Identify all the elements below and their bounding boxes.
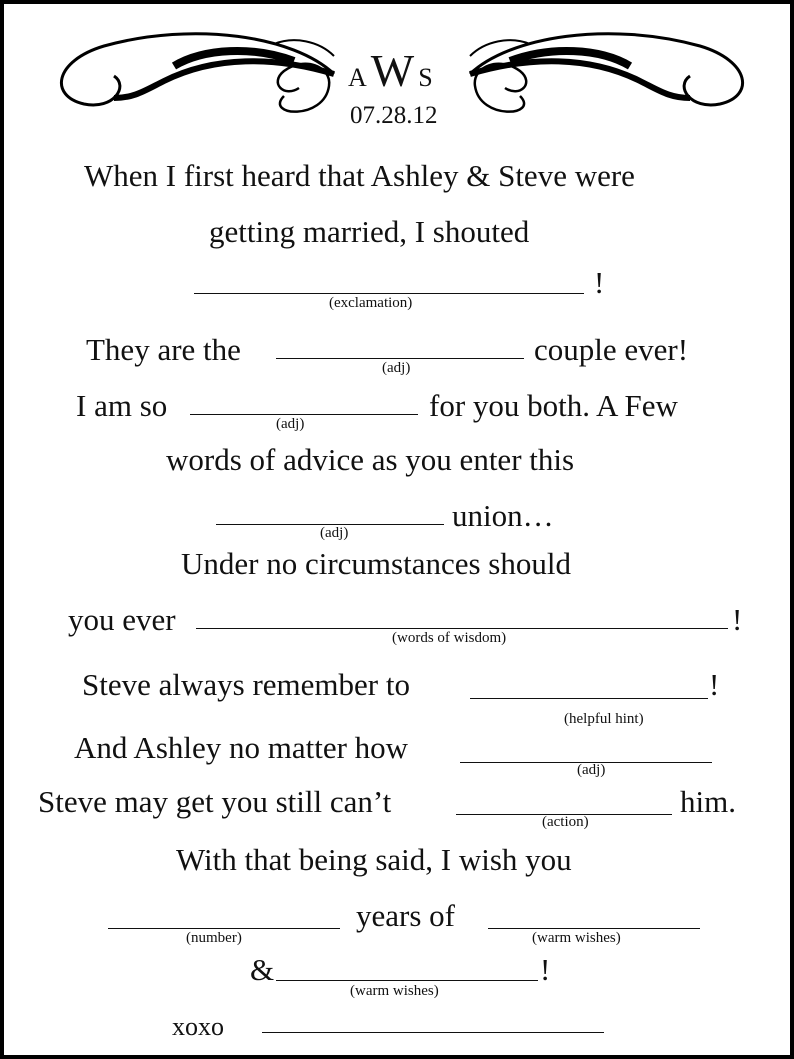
warm-wishes-hint-2: (warm wishes) <box>350 983 439 999</box>
line-12-prefix: Steve may get you still can’t <box>38 784 392 819</box>
words-of-wisdom-hint: (words of wisdom) <box>392 630 507 646</box>
line-2-text: getting married, I shouted <box>209 214 530 249</box>
exclamation-hint: (exclamation) <box>329 295 413 311</box>
signature-blank[interactable] <box>262 1032 604 1033</box>
action-hint: (action) <box>542 814 589 830</box>
warm-wishes-blank-1[interactable] <box>488 928 700 929</box>
adj-blank-2[interactable] <box>190 414 418 415</box>
line-10-exclamation: ! <box>709 667 720 702</box>
number-hint: (number) <box>186 930 242 946</box>
number-blank[interactable] <box>108 928 340 929</box>
line-1-text: When I first heard that Ashley & Steve were <box>84 158 635 193</box>
line-4-prefix: They are the <box>86 332 241 367</box>
line-15-exclamation: ! <box>540 952 551 987</box>
line-9-prefix: you ever <box>68 602 176 637</box>
line-8-text: Under no circumstances should <box>181 546 571 581</box>
words-of-wisdom-blank[interactable] <box>196 628 728 629</box>
line-6-text: words of advice as you enter this <box>166 442 575 477</box>
helpful-hint-blank[interactable] <box>470 698 708 699</box>
exclamation-mark: ! <box>594 265 605 300</box>
line-14-middle: years of <box>356 898 455 933</box>
line-9-exclamation: ! <box>732 602 743 637</box>
monogram-letter-w: W <box>370 45 415 96</box>
line-4-suffix: couple ever! <box>534 332 689 367</box>
monogram <box>348 44 433 97</box>
line-7-suffix: union… <box>452 498 554 533</box>
monogram-letter-a: A <box>348 63 367 92</box>
adj-hint-1: (adj) <box>382 360 411 376</box>
adj-hint-3: (adj) <box>320 525 349 541</box>
warm-wishes-blank-2[interactable] <box>276 980 538 981</box>
ampersand: & <box>250 952 275 987</box>
line-10-prefix: Steve always remember to <box>82 667 410 702</box>
line-5-prefix: I am so <box>76 388 168 423</box>
line-13-text: With that being said, I wish you <box>176 842 572 877</box>
warm-wishes-hint-1: (warm wishes) <box>532 930 621 946</box>
line-5-suffix: for you both. A Few <box>429 388 678 423</box>
left-flourish-ornament <box>44 26 344 126</box>
wedding-date: 07.28.12 <box>350 102 438 129</box>
line-12-suffix: him. <box>680 784 736 819</box>
line-11-prefix: And Ashley no matter how <box>74 730 409 765</box>
monogram-letter-s: S <box>418 63 433 92</box>
adj-hint-2: (adj) <box>276 416 305 432</box>
adj-blank-1[interactable] <box>276 358 524 359</box>
exclamation-blank[interactable] <box>194 293 584 294</box>
helpful-hint-label: (helpful hint) <box>564 711 644 727</box>
adj-hint-4: (adj) <box>577 762 606 778</box>
right-flourish-ornament <box>460 26 760 126</box>
signoff-xoxo: xoxo <box>172 1012 224 1041</box>
